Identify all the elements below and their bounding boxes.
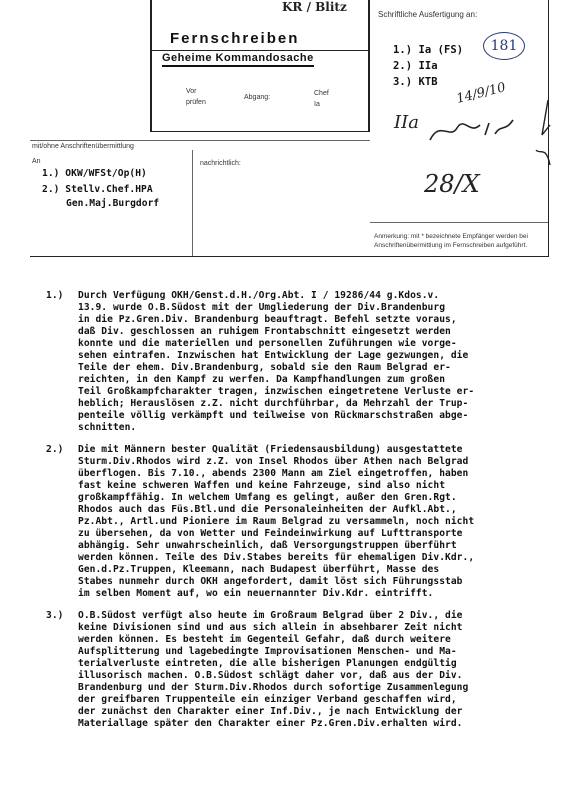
circled-number: 181 <box>483 32 525 60</box>
paragraph-line: schnitten. <box>78 422 137 433</box>
abgang-label: Abgang: <box>244 94 271 101</box>
recipients-divider <box>30 140 370 141</box>
paragraph-line: Rhodos auch das Füs.Btl.und die Personaleinheiten der Aufkl.Abt., <box>78 504 457 515</box>
copy-item: 1.) Ia (FS) <box>393 44 464 56</box>
paragraph-line: 13.9. wurde O.B.Südost mit der Umgliederung der Div.Brandenburg <box>78 302 446 313</box>
paragraph-line: Stabes nunmehr durch OKH angefordert, damit löst sich Führungsstab <box>78 576 463 587</box>
paragraph-line: reichten, in den Kampf zu werfen. Da Kampfhandlungen zum großen <box>78 374 446 385</box>
paragraph-line: werden können. Teile des Div.Stabes bereits für ehemaligen Div.Kdr., <box>78 552 475 563</box>
paragraph-line: Pz.Abt., Artl.und Pioniere im Raum Belgrad zu versammeln, noch nicht <box>78 516 475 527</box>
paragraph <box>46 610 561 730</box>
vor-pruefen-label: Vor prüfen <box>186 88 206 106</box>
paragraph-line: Sturm.Div.Rhodos wird z.Z. von Insel Rhodos über Athen nach Belgrad <box>78 456 469 467</box>
paragraph-line: Teile der ehem. Div.Brandenburg, sobald sie den Raum Belgrad er- <box>78 362 451 373</box>
paragraph-line: daß Div. geschlossen an ruhigem Frontabschnitt eingesetzt werden <box>78 326 451 337</box>
classification-line: Geheime Kommandosache <box>162 52 314 67</box>
paragraph-line: überflogen. Bis 7.10., abends 2300 Mann am Ziel eingetroffen, haben <box>78 468 469 479</box>
paragraph-line: zu übersehen, da von Wetter und Feindeinwirkung auf Lufttransporte <box>78 528 463 539</box>
paragraph-line: O.B.Südost verfügt also heute im Großraum Belgrad über 2 Div., die <box>78 610 463 621</box>
document-title: Fernschreiben <box>170 30 300 47</box>
paragraph-line: Materiallage später den Charakter einer Pz.Gren.Div.erhalten wird. <box>78 718 463 729</box>
header-top-rule <box>150 0 152 132</box>
paragraph-line: keine Divisionen sind und aus sich allein in absehbarer Zeit nicht <box>78 622 463 633</box>
copy-item: 3.) KTB <box>393 76 438 88</box>
paragraph-line: abhängig. Sehr unwahrscheinlich, daß Versorgungstruppen überführt <box>78 540 457 551</box>
handwritten-note: IIa <box>394 112 419 133</box>
paragraph-number: 2.) <box>46 444 64 455</box>
paragraph-line: Brandenburg und der Sturm.Div.Rhodos durch sofortige Zusammenlegung <box>78 682 469 693</box>
paragraph-line: der greifbaren Truppenteile ein einziger Verband geschaffen wird, <box>78 694 457 705</box>
nachrichtlich-label: nachrichtlich: <box>200 160 241 167</box>
paragraph-number: 1.) <box>46 290 64 301</box>
paragraph <box>46 290 561 434</box>
paragraph-line: terialverluste eintreten, die alle bisherigen Planungen endgültig <box>78 658 457 669</box>
paragraph-line: in die Pz.Gren.Div. Brandenburg beauftragt. Befehl setzte voraus, <box>78 314 457 325</box>
form-box-bottom <box>30 256 548 257</box>
recipient-line: 1.) OKW/WFSt/Op(H) <box>42 168 147 179</box>
copies-label: Schriftliche Ausfertigung an: <box>378 10 478 19</box>
paragraph-line: werden können. Es besteht im Gegenteil Gefahr, daß durch weitere <box>78 634 451 645</box>
paragraph-line: großkampffähig. In welchem Umfang es gelingt, außer den Gren.Rgt. <box>78 492 457 503</box>
paragraph-line: fast keine schweren Waffen und keine Fahrzeuge, sind also nicht <box>78 480 446 491</box>
chef-ia-label: Chef Ia <box>314 90 329 108</box>
nachrichtlich-divider <box>192 150 193 256</box>
paragraph <box>46 444 561 600</box>
title-rule <box>150 50 370 51</box>
recipient-line: 2.) Stellv.Chef.HPA <box>42 184 153 195</box>
header-right-divider <box>368 0 370 132</box>
paragraph-line: Gen.d.Pz.Truppen, Kleemann, nach Budapest überführt, Masse des <box>78 564 440 575</box>
paragraph-line: penteile völlig verkämpft und teilweise von Rückmarschstraßen abge- <box>78 410 469 421</box>
recipient-list <box>42 167 159 211</box>
copies-list <box>393 42 463 90</box>
margin-scribble <box>528 95 558 175</box>
anmerkung-divider <box>370 222 548 223</box>
paragraph-line: Teil Großkampfcharakter tragen, inzwischen eingetretene Verluste er- <box>78 386 475 397</box>
paragraph-line: Durch Verfügung OKH/Genst.d.H./Org.Abt. I / 19286/44 g.Kdos.v. <box>78 290 440 301</box>
copy-item: 2.) IIa <box>393 60 438 72</box>
paragraph-line: der zunächst den Charakter einer Inf.Div., je nach Entwicklung der <box>78 706 463 717</box>
paragraph-number: 3.) <box>46 610 64 621</box>
body-text <box>46 290 561 730</box>
an-label: An <box>32 158 41 165</box>
handwritten-date: 14/9/10 <box>454 80 508 107</box>
paragraph-line: sehen eintrafen. Inzwischen hat Entwicklung der Lage gezwungen, die <box>78 350 469 361</box>
paragraph-line: konnte und die materiellen und personellen Zuführungen wie vorge- <box>78 338 457 349</box>
kr-blitz-stamp: KR / Blitz <box>282 0 347 14</box>
paragraph-line: heblich; Herauslösen z.Z. nicht durchführbar, da Mehrzahl der Trup- <box>78 398 469 409</box>
mit-ohne-label: mit/ohne Anschriftenübermittlung <box>32 143 134 150</box>
paragraph-line: illusorisch machen. O.B.Südost schlägt daher vor, daß aus der Div. <box>78 670 463 681</box>
recipient-line: Gen.Maj.Burgdorf <box>66 198 160 209</box>
anmerkung-note: Anmerkung: mit * bezeichnete Empfänger werden bei Anschriftenübermittlung im Fernschreiben aufgeführt. <box>374 233 528 249</box>
handwritten-mark: 28/X <box>424 170 480 198</box>
paragraph-line: im selben Moment auf, wo ein neuernannter Div.Kdr. eintrifft. <box>78 588 434 599</box>
handwritten-signature <box>425 110 525 150</box>
header-bottom-rule <box>150 131 370 132</box>
paragraph-line: Aufsplitterung und lagebedingte Improvisationen Menschen- und Ma- <box>78 646 457 657</box>
paragraph-line: Die mit Männern bester Qualität (Friedensausbildung) ausgestattete <box>78 444 463 455</box>
